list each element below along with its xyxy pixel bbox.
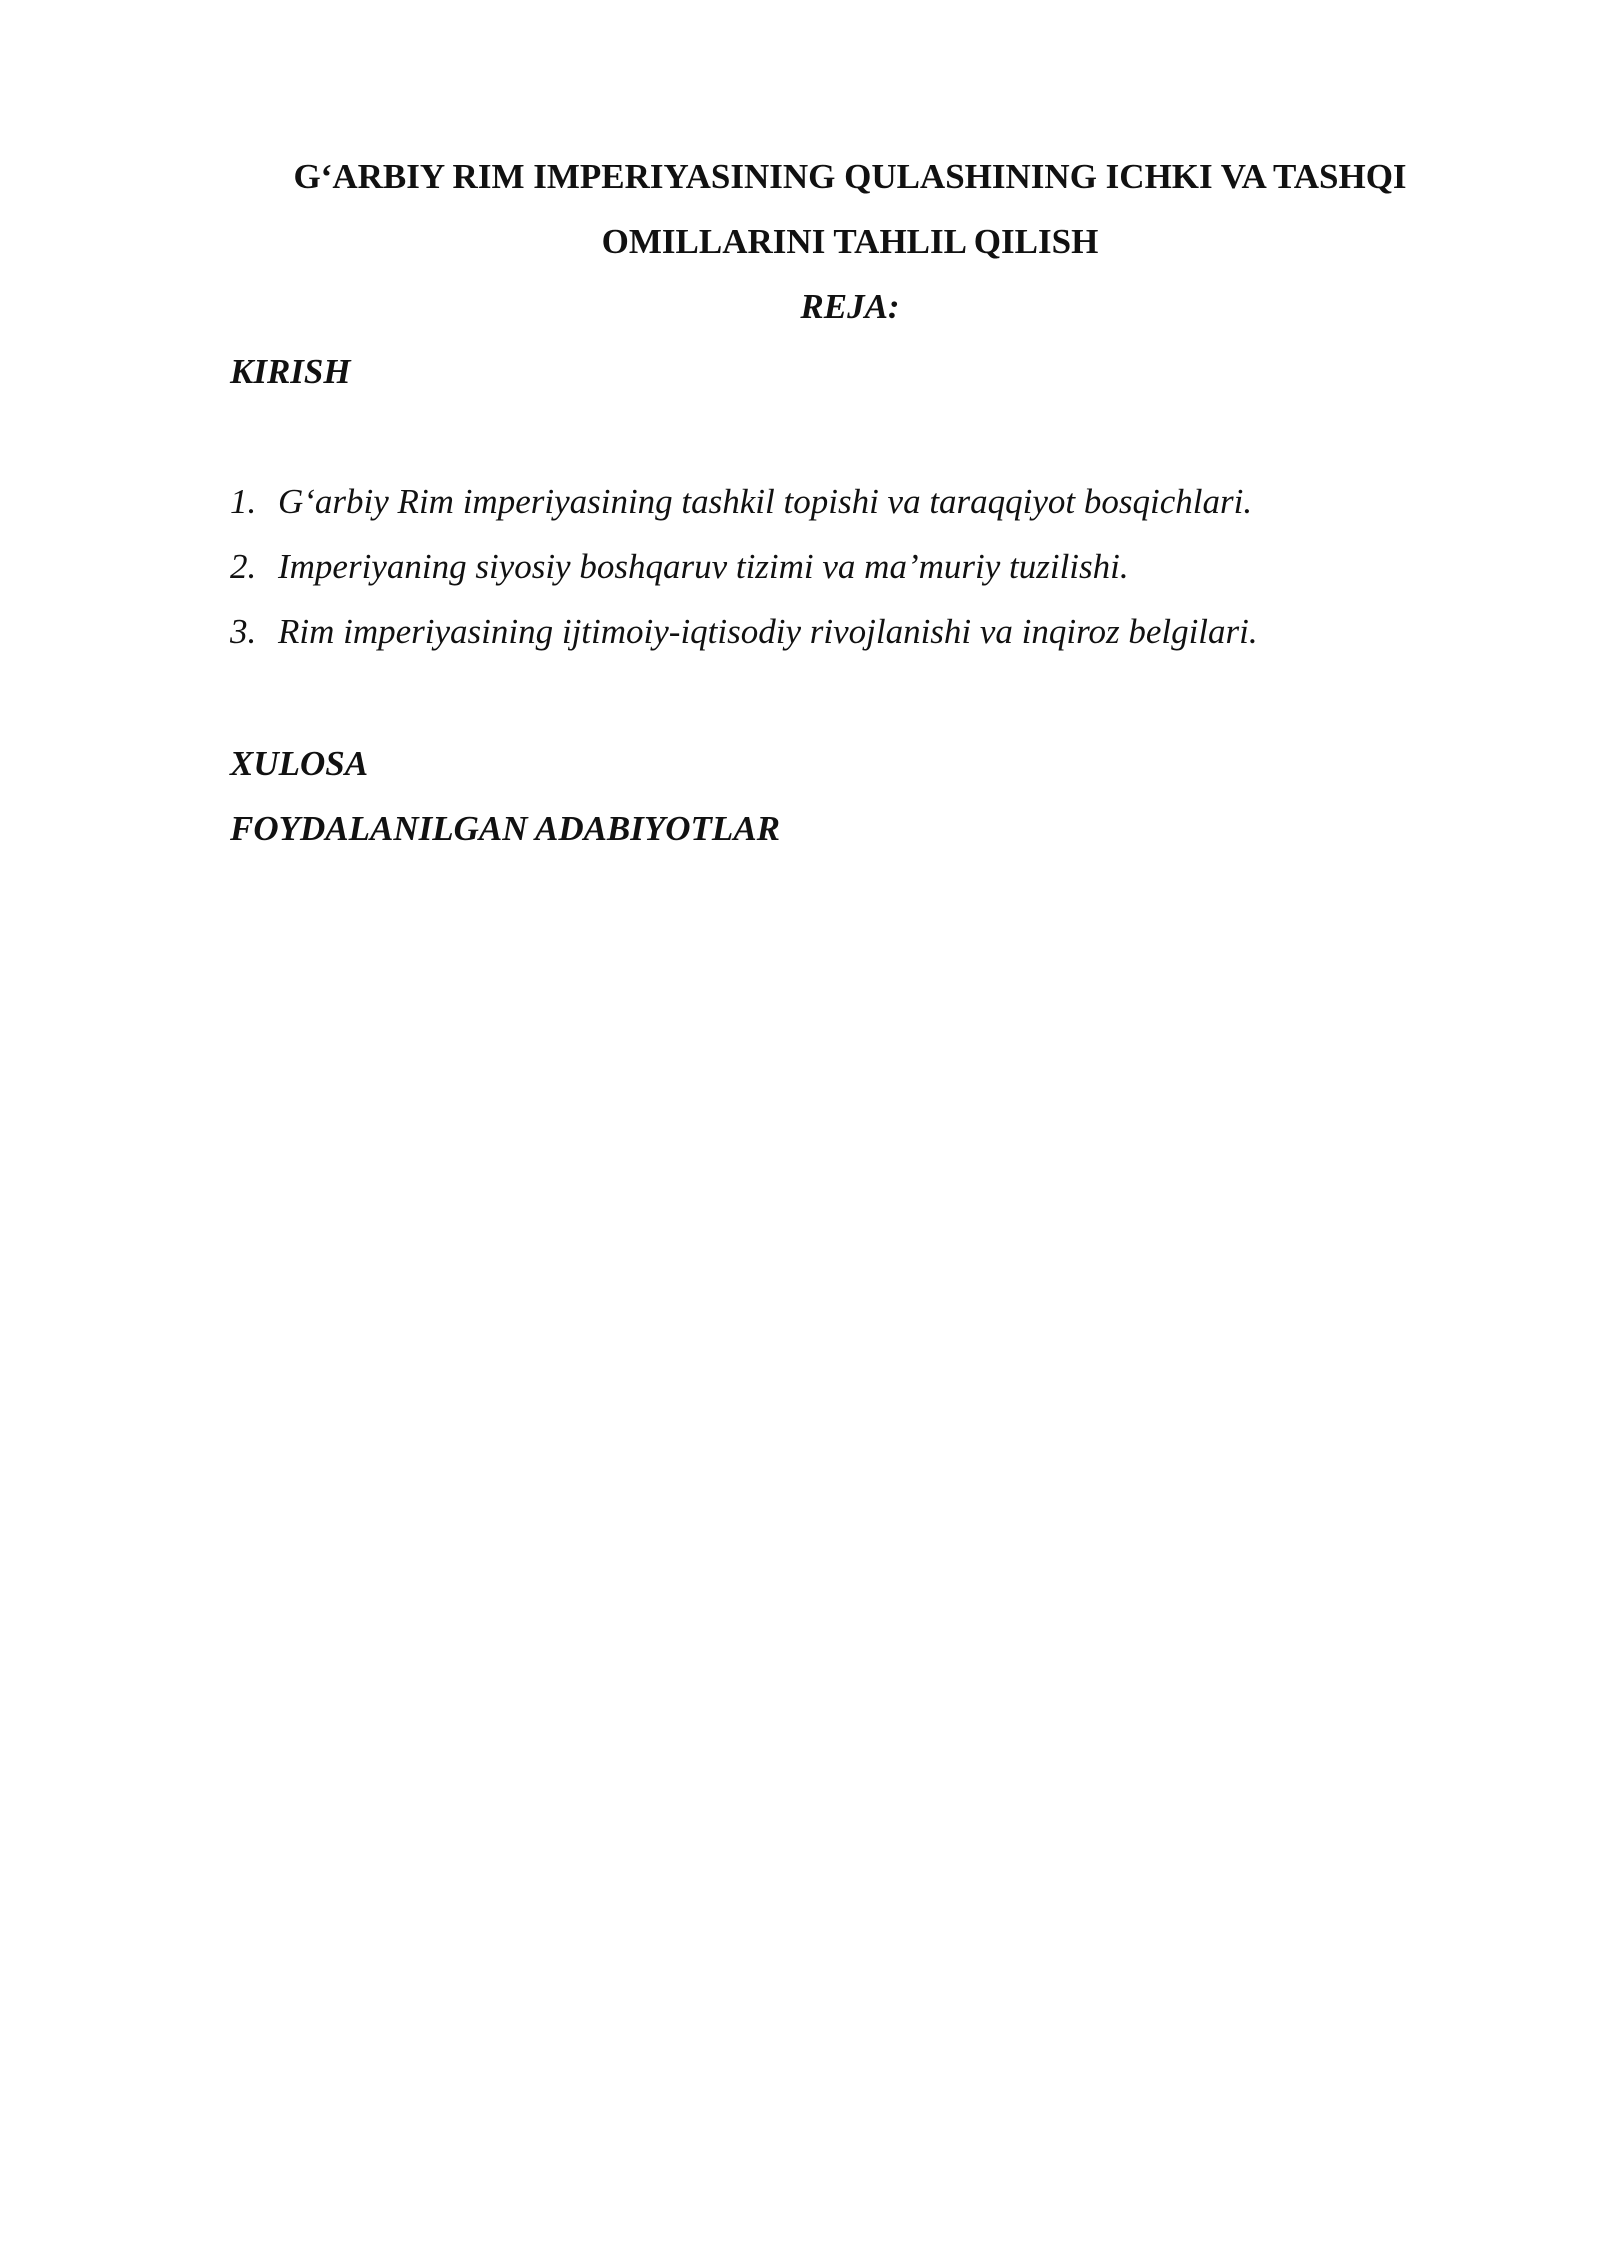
plan-item-text: Rim imperiyasining ijtimoiy-iqtisodiy rivojlanishi va inqiroz belgilari. <box>278 612 1258 651</box>
plan-item-number: 3. <box>230 612 257 651</box>
plan-item-text: Imperiyaning siyosiy boshqaruv tizimi va ma’muriy tuzilishi. <box>278 547 1129 586</box>
intro-heading: KIRISH <box>230 352 351 391</box>
plan-item-text: G‘arbiy Rim imperiyasining tashkil topishi va taraqqiyot bosqichlari. <box>278 482 1253 521</box>
plan-heading: REJA: <box>800 287 900 326</box>
plan-item-number: 2. <box>230 547 257 586</box>
references-heading: FOYDALANILGAN ADABIYOTLAR <box>230 809 781 848</box>
document-title-line-1: G‘ARBIY RIM IMPERIYASINING QULASHINING ICHKI VA TASHQI <box>293 157 1407 196</box>
document-title-line-2: OMILLARINI TAHLIL QILISH <box>601 222 1099 261</box>
plan-item-number: 1. <box>230 482 257 521</box>
conclusion-heading: XULOSA <box>230 744 369 783</box>
